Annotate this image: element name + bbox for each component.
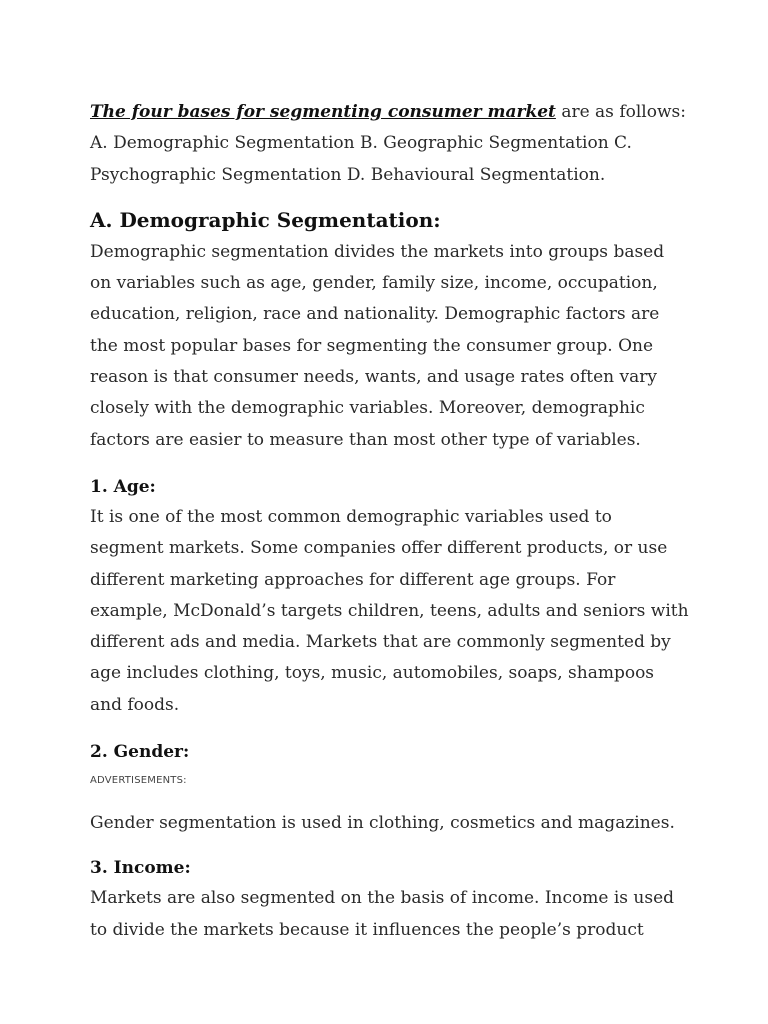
section-a-body: Demographic segmentation divides the markets into groups based on variables such as age, gender, family size, income, occupation, education, religion, race and nationality. Demographic factors are the most popular bases for segmenting the consumer group. One reason is that consumer needs, wants, and usage rates often vary closely with the demographic variables. Moreover, demographic factors are easier to measure than most other type of variables. xyxy=(90,241,665,450)
age-heading: 1. Age: xyxy=(90,476,156,497)
intro-text: are as follows: A. Demographic Segmentation B. Geographic Segmentation C. Psychographic Segmentation D. Behavioural Segmentation. xyxy=(90,102,686,185)
gender-body: Gender segmentation is used in clothing, cosmetics and magazines. xyxy=(90,813,675,834)
income-heading: 3. Income: xyxy=(90,858,191,879)
document-page xyxy=(90,97,690,946)
section-a-heading: A. Demographic Segmentation: xyxy=(90,207,441,232)
advertisements-label: ADVERTISEMENTS: xyxy=(90,775,187,787)
intro-paragraph xyxy=(90,97,690,191)
intro-link[interactable]: The four bases for segmenting consumer market xyxy=(90,102,556,122)
income-body: Markets are also segmented on the basis of income. Income is used to divide the markets because it influences the people’s product xyxy=(90,888,675,940)
gender-heading: 2. Gender: xyxy=(90,742,190,763)
age-body: It is one of the most common demographic variables used to segment markets. Some companies offer different products, or use different marketing approaches for different age groups. For example, McDonald’s targets children, teens, adults and seniors with different ads and media. Markets that are commonly segmented by age includes clothing, toys, music, automobiles, soaps, shampoos and foods. xyxy=(90,506,689,715)
